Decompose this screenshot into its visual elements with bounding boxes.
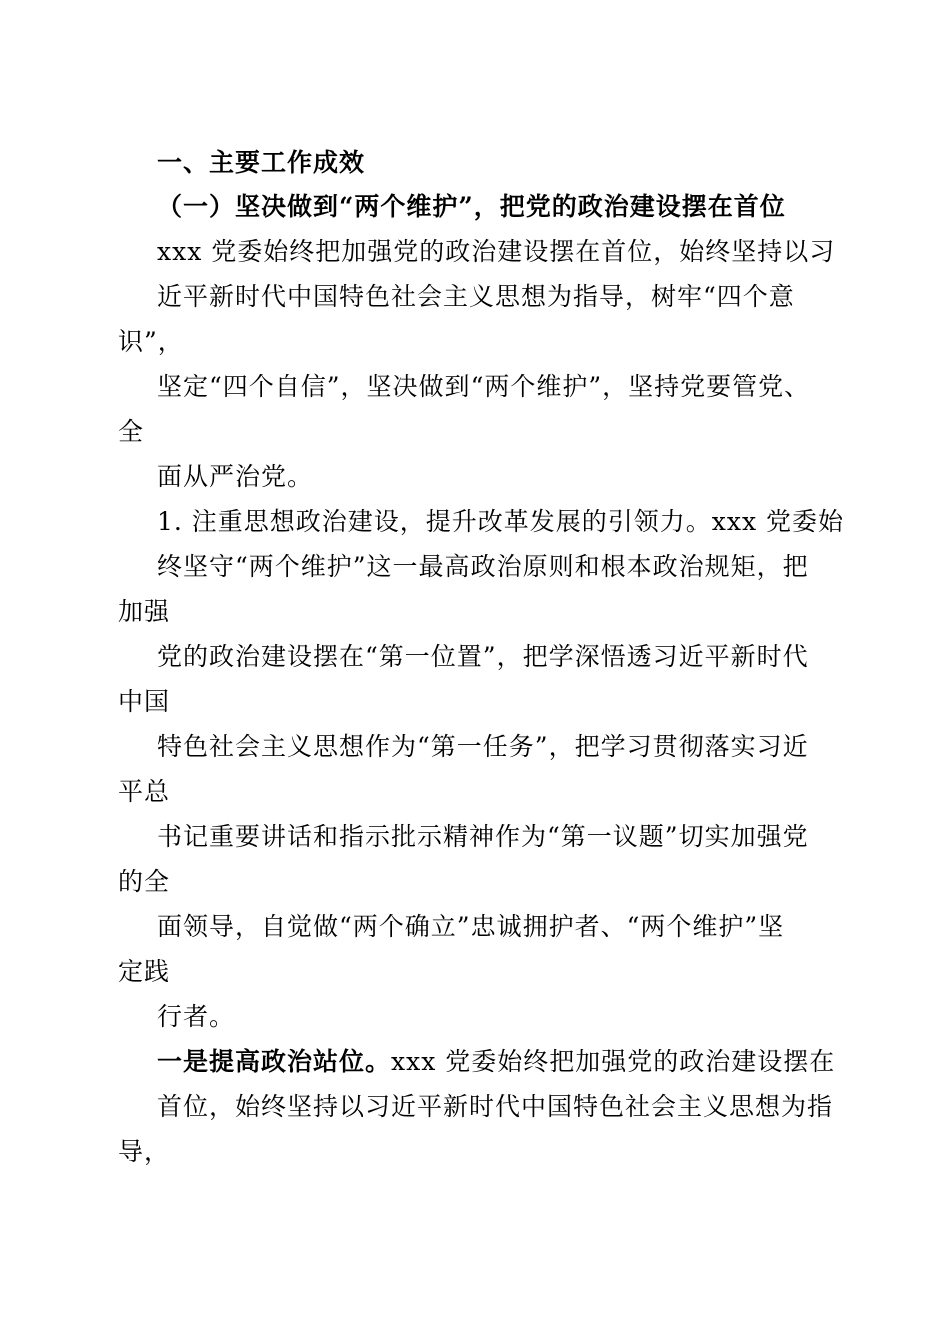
text-line: xxx 党委始终把加强党的政治建设摆在首位，始终坚持以习: [157, 237, 836, 266]
text-line: 特色社会主义思想作为“第一任务”，把学习贯彻落实习近: [157, 732, 809, 761]
text-line: 近平新时代中国特色社会主义思想为指导，树牢“四个意: [157, 282, 795, 311]
text-line: 党的政治建设摆在“第一位置”，把学深悟透习近平新时代: [157, 642, 809, 671]
text-line: 中国: [118, 687, 171, 716]
text-line: 书记重要讲话和指示批示精神作为“第一议题”切实加强党: [157, 822, 809, 851]
text-line: 平总: [118, 777, 171, 806]
text-line: 导，: [118, 1137, 171, 1166]
lead-rest: xxx 党委始终把加强党的政治建设摆在: [391, 1047, 836, 1076]
text-line: 1. 注重思想政治建设，提升改革发展的引领力。xxx 党委始: [157, 507, 845, 536]
text-line: 终坚守“两个维护”这一最高政治原则和根本政治规矩，把: [157, 552, 809, 581]
text-line: 识”，: [118, 327, 184, 356]
text-line: 首位，始终坚持以习近平新时代中国特色社会主义思想为指: [157, 1092, 834, 1121]
text-line: 坚定“四个自信”，坚决做到“两个维护”，坚持党要管党、: [157, 372, 811, 401]
text-line: 行者。: [157, 1002, 236, 1031]
paragraph-lead-line: [157, 1047, 835, 1077]
text-line: 全: [118, 417, 145, 446]
text-line: 面从严治党。: [157, 462, 314, 491]
text-line: 定践: [118, 957, 171, 986]
section-heading: 一、主要工作成效: [157, 148, 366, 177]
text-line: 加强: [118, 597, 171, 626]
text-line: 面领导，自觉做“两个确立”忠诚拥护者、“两个维护”坚: [157, 912, 785, 941]
bold-lead: 一是提高政治站位。: [157, 1047, 392, 1076]
subsection-heading: （一）坚决做到“两个维护”，把党的政治建设摆在首位: [157, 192, 786, 221]
text-line: 的全: [118, 867, 171, 896]
